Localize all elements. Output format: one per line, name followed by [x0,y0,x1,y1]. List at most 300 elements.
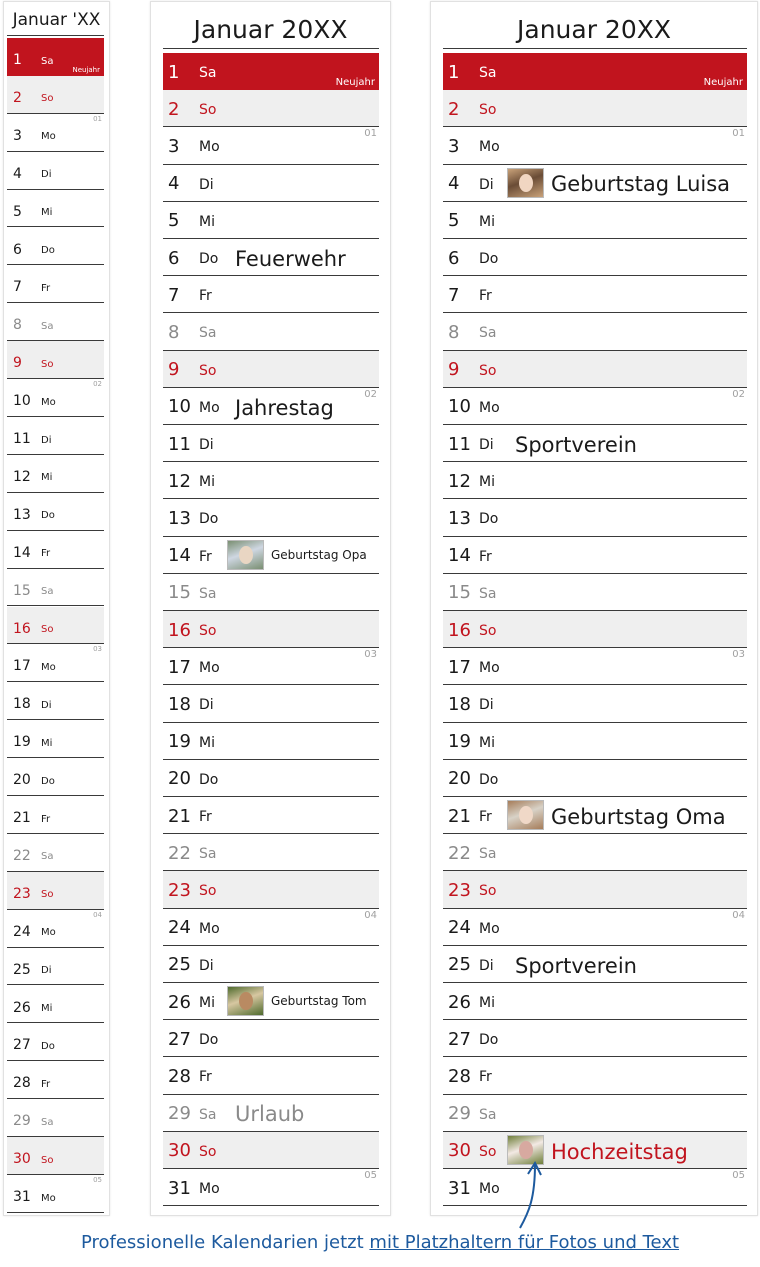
day-number: 23 [448,879,471,901]
day-row[interactable] [7,265,104,303]
event-label: Geburtstag Oma [551,804,726,829]
footer-text-part: Professionelle Kalendarien jetzt [80,1232,364,1253]
footer-link-text: mit Platzhaltern für Fotos und Text [369,1232,680,1253]
weekday-label: Sa [41,1116,54,1128]
day-number: 2 [13,89,22,106]
day-number: 17 [13,658,31,675]
event-label: Hochzeitstag [551,1139,688,1164]
day-row[interactable] [443,499,747,536]
day-row[interactable] [7,796,104,834]
day-row[interactable] [163,1095,379,1132]
week-number: 01 [364,128,377,140]
calendar-panel-large [430,1,758,1216]
day-number: 28 [13,1075,31,1092]
weekday-label: Di [41,434,52,446]
weekday-label: Mo [479,920,500,937]
weekday-label: So [199,1143,217,1160]
weekday-label: Mo [199,1181,220,1198]
day-row[interactable] [443,388,747,425]
day-row[interactable] [443,946,747,983]
day-number: 30 [448,1140,471,1162]
day-number: 10 [13,393,31,410]
weekday-label: Sa [41,851,54,863]
day-number: 7 [168,284,180,306]
event-label: Geburtstag Tom [271,994,367,1009]
day-number: 13 [13,506,31,523]
title-rule [443,48,747,49]
event-label: Geburtstag Opa [271,547,367,562]
day-row[interactable] [7,682,104,720]
day-row[interactable] [443,127,747,164]
day-number: 27 [13,1037,31,1054]
day-row[interactable] [443,1169,747,1206]
weekday-label: So [41,889,54,901]
week-number: 04 [93,910,102,919]
day-row[interactable] [443,53,747,90]
weekday-label: Fr [41,1078,51,1090]
day-row[interactable] [7,303,104,341]
day-row[interactable] [7,607,104,645]
weekday-label: Mi [41,737,53,749]
weekday-label: Fr [199,548,212,565]
day-row[interactable] [443,537,747,574]
week-number: 04 [732,909,745,921]
weekday-label: Di [199,957,214,974]
day-row[interactable] [443,574,747,611]
day-row[interactable] [7,38,104,76]
weekday-label: Fr [479,1069,492,1086]
day-row[interactable] [443,760,747,797]
weekday-label: Sa [41,586,54,598]
day-number: 24 [168,917,191,939]
weekday-label: Mi [41,472,53,484]
weekday-label: Sa [199,585,217,602]
weekday-label: Mo [41,396,56,408]
weekday-label: Di [479,176,494,193]
day-number: 11 [13,431,31,448]
day-row[interactable] [163,1132,379,1169]
weekday-label: Do [479,511,499,528]
day-row[interactable] [163,834,379,871]
day-number: 4 [448,173,460,195]
photo-face [239,546,253,564]
day-row[interactable] [7,1061,104,1099]
weekday-label: Mo [41,661,56,673]
day-number: 18 [448,693,471,715]
day-number: 3 [448,135,460,157]
weekday-label: Sa [479,325,497,342]
weekday-label: So [199,102,217,119]
weekday-label: Sa [199,1106,217,1123]
day-row[interactable] [443,276,747,313]
week-number: 05 [364,1170,377,1181]
weekday-label: Do [199,771,219,788]
day-number: 18 [168,693,191,715]
day-row[interactable] [163,648,379,685]
week-number: 05 [732,1170,745,1181]
week-number: 01 [732,128,745,140]
day-number: 28 [168,1065,191,1087]
day-row[interactable] [7,228,104,266]
holiday-name: Neujahr [335,77,375,89]
weekday-label: Fr [479,809,492,826]
weekday-label: Sa [479,65,497,82]
day-row[interactable] [7,1137,104,1175]
weekday-label: Mi [479,995,495,1012]
weekday-label: Mo [199,139,220,156]
weekday-label: Do [199,511,219,528]
arrow-icon [505,1160,555,1232]
event-label: Geburtstag Luisa [551,172,731,197]
weekday-label: Mo [41,131,56,143]
weekday-label: So [479,1143,497,1160]
day-number: 20 [168,768,191,790]
day-number: 1 [168,61,180,83]
day-row[interactable] [443,351,747,388]
day-row[interactable] [163,425,379,462]
weekday-label: Sa [41,320,54,332]
day-number: 4 [168,173,180,195]
weekday-label: So [41,624,54,636]
weekday-label: Fr [199,1069,212,1086]
day-row[interactable] [163,313,379,350]
weekday-label: Mo [479,139,500,156]
week-number: 03 [364,649,377,661]
day-row[interactable] [7,948,104,986]
day-row[interactable] [443,797,747,834]
weekday-label: Di [479,697,494,714]
day-number: 4 [13,165,22,182]
weekday-label: Mi [479,474,495,491]
weekday-label: So [199,362,217,379]
weekday-label: Do [199,251,219,268]
weekday-label: Do [41,510,55,522]
day-row[interactable] [7,455,104,493]
day-number: 5 [448,210,460,232]
weekday-label: Di [199,176,214,193]
weekday-label: Sa [199,846,217,863]
day-row[interactable] [163,909,379,946]
calendar-panel-small [3,1,110,1216]
day-row[interactable] [443,462,747,499]
day-row[interactable] [7,76,104,114]
day-row[interactable] [163,276,379,313]
photo-face [519,174,533,192]
day-row[interactable] [443,1020,747,1057]
weekday-label: Di [41,965,52,977]
day-number: 17 [448,656,471,678]
event-label: Sportverein [515,953,637,978]
weekday-label: Mo [41,1192,56,1204]
day-row[interactable] [7,569,104,607]
weekday-label: Di [41,699,52,711]
day-row[interactable] [163,499,379,536]
weekday-label: Di [41,169,52,181]
day-number: 11 [448,433,471,455]
weekday-label: Di [479,437,494,454]
day-row[interactable] [163,537,379,574]
weekday-label: Do [199,1032,219,1049]
day-row[interactable] [443,165,747,202]
day-row[interactable] [163,574,379,611]
day-row[interactable] [7,190,104,228]
day-row[interactable] [7,1023,104,1061]
day-row[interactable] [7,910,104,948]
day-row[interactable] [163,723,379,760]
day-number: 20 [13,772,31,789]
day-number: 16 [168,619,191,641]
day-row[interactable] [443,1057,747,1094]
day-number: 7 [13,279,22,296]
day-row[interactable] [443,611,747,648]
day-row[interactable] [163,165,379,202]
day-number: 1 [13,52,22,69]
week-number: 02 [364,388,377,400]
holiday-name: Neujahr [703,77,743,89]
weekday-label: Mo [199,660,220,677]
grandpa-photo [227,540,264,570]
week-number: 03 [93,645,102,654]
day-row[interactable] [7,872,104,910]
day-row[interactable] [7,986,104,1024]
weekday-label: Fr [479,548,492,565]
weekday-label: Mo [41,927,56,939]
day-row[interactable] [7,417,104,455]
day-row[interactable] [163,760,379,797]
weekday-label: Do [479,251,499,268]
week-number: 01 [93,114,102,123]
event-label: Urlaub [235,1102,305,1127]
day-row[interactable] [443,90,747,127]
day-number: 10 [448,396,471,418]
day-number: 24 [448,917,471,939]
day-number: 21 [13,810,31,827]
weekday-label: Fr [199,809,212,826]
weekday-label: Fr [479,288,492,305]
day-row[interactable] [7,379,104,417]
weekday-label: Sa [479,1106,497,1123]
weekday-label: So [479,362,497,379]
day-number: 7 [448,284,460,306]
day-row[interactable] [7,341,104,379]
day-row[interactable] [443,648,747,685]
day-number: 16 [448,619,471,641]
week-number: 02 [93,380,102,389]
day-number: 28 [448,1065,471,1087]
day-number: 15 [448,582,471,604]
day-row[interactable] [163,946,379,983]
day-number: 19 [168,731,191,753]
day-row[interactable] [443,723,747,760]
weekday-label: Fr [41,282,51,294]
day-number: 8 [13,317,22,334]
day-row[interactable] [7,834,104,872]
day-row[interactable] [7,644,104,682]
weekday-label: So [41,358,54,370]
day-row[interactable] [7,114,104,152]
day-number: 27 [168,1028,191,1050]
day-number: 18 [13,696,31,713]
day-number: 22 [448,842,471,864]
calendar-panel-middle [150,1,391,1216]
day-number: 14 [168,545,191,567]
day-row[interactable] [443,1132,747,1169]
weekday-label: Di [199,437,214,454]
day-number: 29 [448,1103,471,1125]
day-row[interactable] [7,758,104,796]
weekday-label: So [199,623,217,640]
day-number: 1 [448,61,460,83]
day-number: 3 [168,135,180,157]
weekday-label: So [479,883,497,900]
day-number: 23 [13,885,31,902]
weekday-label: Fr [41,548,51,560]
day-row[interactable] [163,1020,379,1057]
day-number: 26 [168,991,191,1013]
day-row[interactable] [443,202,747,239]
day-number: 21 [168,805,191,827]
weekday-label: Mo [479,1181,500,1198]
day-row[interactable] [7,1099,104,1137]
day-number: 2 [168,98,180,120]
event-label: Sportverein [515,432,637,457]
weekday-label: Do [41,775,55,787]
day-number: 9 [168,359,180,381]
day-number: 21 [448,805,471,827]
event-label: Feuerwehr [235,246,346,271]
young-man-photo [227,986,264,1016]
day-row[interactable] [443,834,747,871]
weekday-label: Mi [479,213,495,230]
weekday-label: So [41,93,54,105]
day-number: 25 [168,954,191,976]
day-number: 17 [168,656,191,678]
day-number: 25 [13,961,31,978]
calendar-title: Januar 'XX [12,10,101,30]
weekday-label: So [41,1154,54,1166]
day-row[interactable] [443,909,747,946]
weekday-label: Sa [41,55,54,67]
day-number: 29 [168,1103,191,1125]
day-number: 12 [168,470,191,492]
weekday-label: Do [479,771,499,788]
day-row[interactable] [443,871,747,908]
day-number: 15 [13,582,31,599]
weekday-label: Mo [199,399,220,416]
day-row[interactable] [163,90,379,127]
day-row[interactable] [443,983,747,1020]
weekday-label: Mi [479,734,495,751]
photo-face [519,806,533,824]
weekday-label: Di [199,697,214,714]
week-number: 04 [364,909,377,921]
day-number: 24 [13,923,31,940]
day-row[interactable] [7,531,104,569]
weekday-label: Mi [199,995,215,1012]
day-number: 26 [448,991,471,1013]
day-row[interactable] [163,1169,379,1206]
day-row[interactable] [443,239,747,276]
day-row[interactable] [7,493,104,531]
day-number: 19 [448,731,471,753]
weekday-label: So [479,623,497,640]
day-row[interactable] [163,685,379,722]
day-number: 16 [13,620,31,637]
day-number: 31 [13,1189,31,1206]
day-number: 14 [448,545,471,567]
day-row[interactable] [7,720,104,758]
day-row[interactable] [443,685,747,722]
day-number: 2 [448,98,460,120]
day-row[interactable] [163,53,379,90]
weekday-label: Do [41,245,55,257]
weekday-label: Mi [199,734,215,751]
day-number: 27 [448,1028,471,1050]
weekday-label: Mo [479,660,500,677]
footer-text [0,1232,760,1253]
day-row[interactable] [163,462,379,499]
weekday-label: So [199,883,217,900]
day-row[interactable] [7,1175,104,1213]
weekday-label: Do [41,1040,55,1052]
day-row[interactable] [163,388,379,425]
day-number: 13 [168,507,191,529]
day-number: 15 [168,582,191,604]
day-row[interactable] [7,152,104,190]
day-row[interactable] [163,611,379,648]
day-number: 22 [168,842,191,864]
day-row[interactable] [443,313,747,350]
week-number: 03 [732,649,745,661]
day-number: 6 [168,247,180,269]
photo-face [239,992,253,1010]
day-number: 8 [448,321,460,343]
day-row[interactable] [163,239,379,276]
day-row[interactable] [443,425,747,462]
grandma-photo [507,800,544,830]
day-number: 14 [13,544,31,561]
day-number: 3 [13,127,22,144]
child-photo [507,168,544,198]
calendar-title: Januar 20XX [517,15,671,44]
photo-face [519,1141,533,1159]
weekday-label: Fr [41,813,51,825]
day-number: 29 [13,1113,31,1130]
weekday-label: Mo [479,399,500,416]
day-row[interactable] [163,127,379,164]
day-number: 5 [168,210,180,232]
calendar-title: Januar 20XX [193,15,348,44]
day-row[interactable] [163,871,379,908]
title-rule [7,35,104,36]
day-number: 11 [168,433,191,455]
week-number: 05 [93,1176,102,1184]
day-row[interactable] [163,983,379,1020]
day-row[interactable] [163,1057,379,1094]
day-number: 12 [13,468,31,485]
day-row[interactable] [163,202,379,239]
weekday-label: Sa [199,325,217,342]
day-row[interactable] [163,351,379,388]
day-row[interactable] [443,1095,747,1132]
day-number: 25 [448,954,471,976]
day-number: 8 [168,321,180,343]
day-number: 13 [448,507,471,529]
day-row[interactable] [163,797,379,834]
weekday-label: Sa [479,846,497,863]
day-number: 30 [168,1140,191,1162]
day-number: 9 [448,359,460,381]
